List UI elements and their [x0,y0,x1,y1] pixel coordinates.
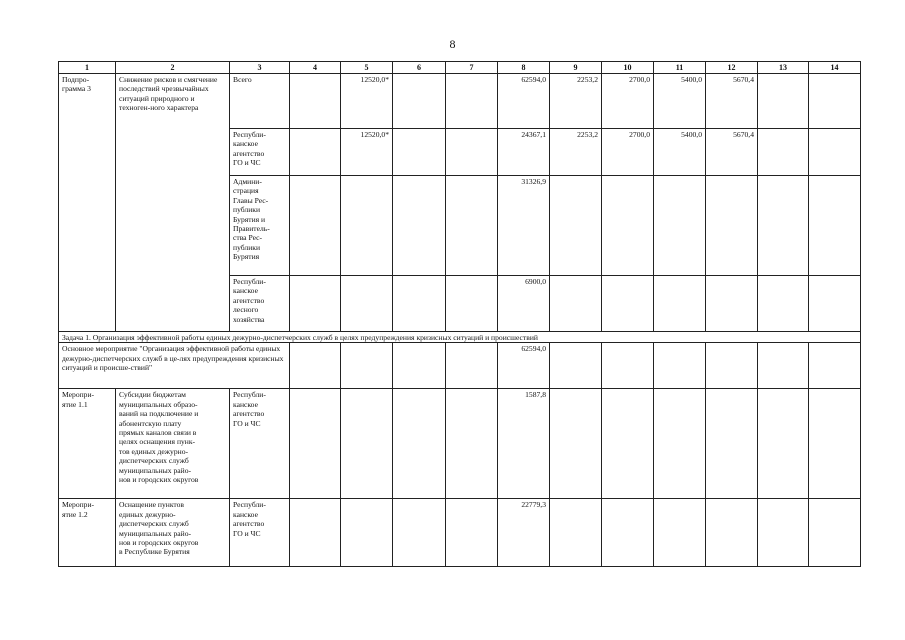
table-cell [290,129,341,176]
table-cell [602,276,654,332]
table-cell [341,176,393,276]
header-cell: 1 [59,62,116,74]
value-cell: 2700,0 [602,129,654,176]
value-cell: 31326,9 [498,176,550,276]
table-cell [654,343,706,389]
header-cell: 9 [550,62,602,74]
measure-label: Меропри- ятие 1.1 [59,389,116,499]
table-cell [809,499,861,567]
executor-cell: Республи- канское агентство ГО и ЧС [230,129,290,176]
header-cell: 5 [341,62,393,74]
table-cell [654,499,706,567]
table-cell [706,343,758,389]
value-cell: 1587,8 [498,389,550,499]
table-cell [809,343,861,389]
table-cell [290,74,341,129]
table-cell [758,389,809,499]
value-cell: 5670,4 [706,129,758,176]
table-cell [758,276,809,332]
table-cell [654,276,706,332]
table-cell [758,343,809,389]
executor-cell: Всего [230,74,290,129]
table-cell [393,389,446,499]
measure-title: Субсидии бюджетам муниципальных образо- ваний на подключение и абонентскую плату прямых каналов связи в целях оснащения пунк- тов единых дежурно- диспетчерских служб муниципальных райо- нов и городских округов [116,389,230,499]
main-event-title: Основное мероприятие "Организация эффективной работы единых дежурно-диспетчерских служб в це-лях предупреждения кризисных ситуаций и происше-ствий" [59,343,290,389]
table-cell [758,74,809,129]
subprogram-title: Снижение рисков и смягчение последствий чрезвычайных ситуаций природного и техноген-ного характера [116,74,230,332]
table-cell [290,276,341,332]
header-cell: 10 [602,62,654,74]
table-cell [758,176,809,276]
value-cell: 24367,1 [498,129,550,176]
value-cell: 6900,0 [498,276,550,332]
table-cell [706,389,758,499]
table-cell [809,176,861,276]
table-cell [706,176,758,276]
table-cell [290,499,341,567]
table-cell [393,276,446,332]
table-cell [393,499,446,567]
table-cell [602,176,654,276]
measure-title: Оснащение пунктов единых дежурно- диспетчерских служб муниципальных райо- нов и городских округов в Республике Бурятия [116,499,230,567]
table-cell [446,499,498,567]
table-cell [550,276,602,332]
value-cell: 62594,0 [498,343,550,389]
header-cell: 4 [290,62,341,74]
table-cell [809,389,861,499]
table-cell [550,499,602,567]
value-cell: 5670,4 [706,74,758,129]
executor-cell: Республи- канское агентство лесного хозяйства [230,276,290,332]
measure-label: Меропри- ятие 1.2 [59,499,116,567]
table-cell [809,276,861,332]
table-cell [602,499,654,567]
value-cell: 5400,0 [654,129,706,176]
table-cell [393,176,446,276]
executor-cell: Республи- канское агентство ГО и ЧС [230,389,290,499]
table-cell [290,176,341,276]
table-cell [341,389,393,499]
value-cell: 12520,0* [341,129,393,176]
table-cell [602,343,654,389]
value-cell: 2700,0 [602,74,654,129]
value-cell: 5400,0 [654,74,706,129]
table-cell [550,389,602,499]
value-cell: 2253,2 [550,74,602,129]
task-heading: Задача 1. Организация эффективной работы единых дежурно-диспетчерских служб в целях предупреждения кризисных ситуаций и происшествий [59,332,861,343]
table-cell [706,499,758,567]
table-cell [290,389,341,499]
value-cell: 12520,0* [341,74,393,129]
header-cell: 12 [706,62,758,74]
table-cell [393,343,446,389]
table-row [59,343,861,389]
header-cell: 13 [758,62,809,74]
value-cell: 62594,0 [498,74,550,129]
table-cell [446,129,498,176]
table-cell [550,176,602,276]
table-cell [290,343,341,389]
table-cell [393,74,446,129]
table-cell [654,176,706,276]
subprogram-label: Подпро- грамма 3 [59,74,116,332]
header-cell: 3 [230,62,290,74]
header-cell: 2 [116,62,230,74]
header-row [59,62,861,74]
table-row [59,389,861,499]
table-cell [446,389,498,499]
program-table [58,61,861,567]
table-cell [706,276,758,332]
table-cell [446,74,498,129]
header-cell: 6 [393,62,446,74]
header-cell: 8 [498,62,550,74]
table-cell [809,74,861,129]
table-cell [341,499,393,567]
table-row [59,332,861,343]
table-cell [602,389,654,499]
table-cell [809,129,861,176]
table-cell [341,276,393,332]
executor-cell: Республи- канское агентство ГО и ЧС [230,499,290,567]
table-row [59,74,861,129]
header-cell: 14 [809,62,861,74]
table-cell [446,176,498,276]
table-cell [654,389,706,499]
table-cell [550,343,602,389]
page-number: 8 [449,37,456,51]
executor-cell: Админи- страция Главы Рес- публики Бурятия и Правитель- ства Рес- публики Бурятия [230,176,290,276]
table-row [59,499,861,567]
table-cell [446,343,498,389]
value-cell: 22779,3 [498,499,550,567]
table-cell [758,499,809,567]
value-cell: 2253,2 [550,129,602,176]
header-cell: 11 [654,62,706,74]
header-cell: 7 [446,62,498,74]
table-cell [446,276,498,332]
table-cell [341,343,393,389]
table-cell [758,129,809,176]
table-cell [393,129,446,176]
